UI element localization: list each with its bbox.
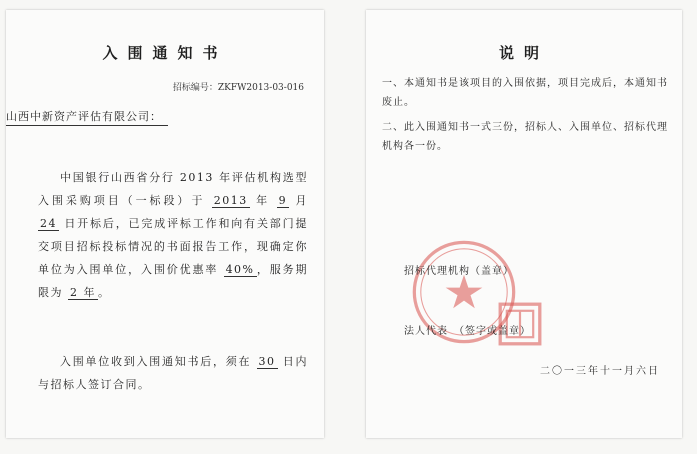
contract-days: 30 (258, 355, 276, 368)
notice-body-paragraph (38, 166, 308, 304)
notes-page (366, 10, 682, 438)
text-fragment: 年 (249, 194, 277, 207)
text-fragment: 入围单位收到入围通知书后，须在 (60, 355, 257, 368)
notes-list (382, 74, 670, 156)
open-year: 2013 (213, 194, 248, 207)
issue-date: 二〇一三年十一月六日 (540, 366, 660, 377)
open-month: 9 (278, 194, 288, 207)
addressee: 山西中新资产评估有限公司： (6, 108, 168, 126)
discount-rate: 40% (225, 263, 255, 276)
agency-signature-label: 招标代理机构（盖章） (404, 266, 514, 277)
text-fragment: 月 (289, 194, 309, 207)
tender-number: 招标编号：ZKFW2013-03-016 (172, 83, 304, 93)
text-fragment: 日内与招标人签订合同。 (38, 355, 308, 391)
project-text: 2013 年评估机构选型入围采购项目（一标段）于 (38, 171, 308, 207)
text-fragment: ，服务期限为 (38, 263, 308, 299)
notes-title: 说明 (498, 44, 549, 62)
note-item: 二、此入围通知书一式三份，招标人、入围单位、招标代理机构各一份。 (382, 122, 668, 152)
text-fragment: 。 (98, 286, 111, 299)
legal-rep-label: 法人代表 （签字或盖章） (404, 326, 531, 337)
note-item: 一、本通知书是该项目的入围依据，项目完成后，本通知书废止。 (382, 78, 668, 108)
notice-page (6, 10, 324, 438)
text-fragment: 日开标后，已完成评标工作和向有关部门提交项目招标投标情况的书面报告工作，现确定你单位为入围单位，入围价优惠率 (38, 217, 308, 276)
service-term: 2 年 (70, 286, 96, 299)
contract-paragraph (38, 350, 308, 396)
open-day: 24 (40, 217, 57, 230)
bank-name: 中国银行山西省分行 (60, 171, 175, 184)
notice-title: 入围通知书 (102, 44, 228, 62)
